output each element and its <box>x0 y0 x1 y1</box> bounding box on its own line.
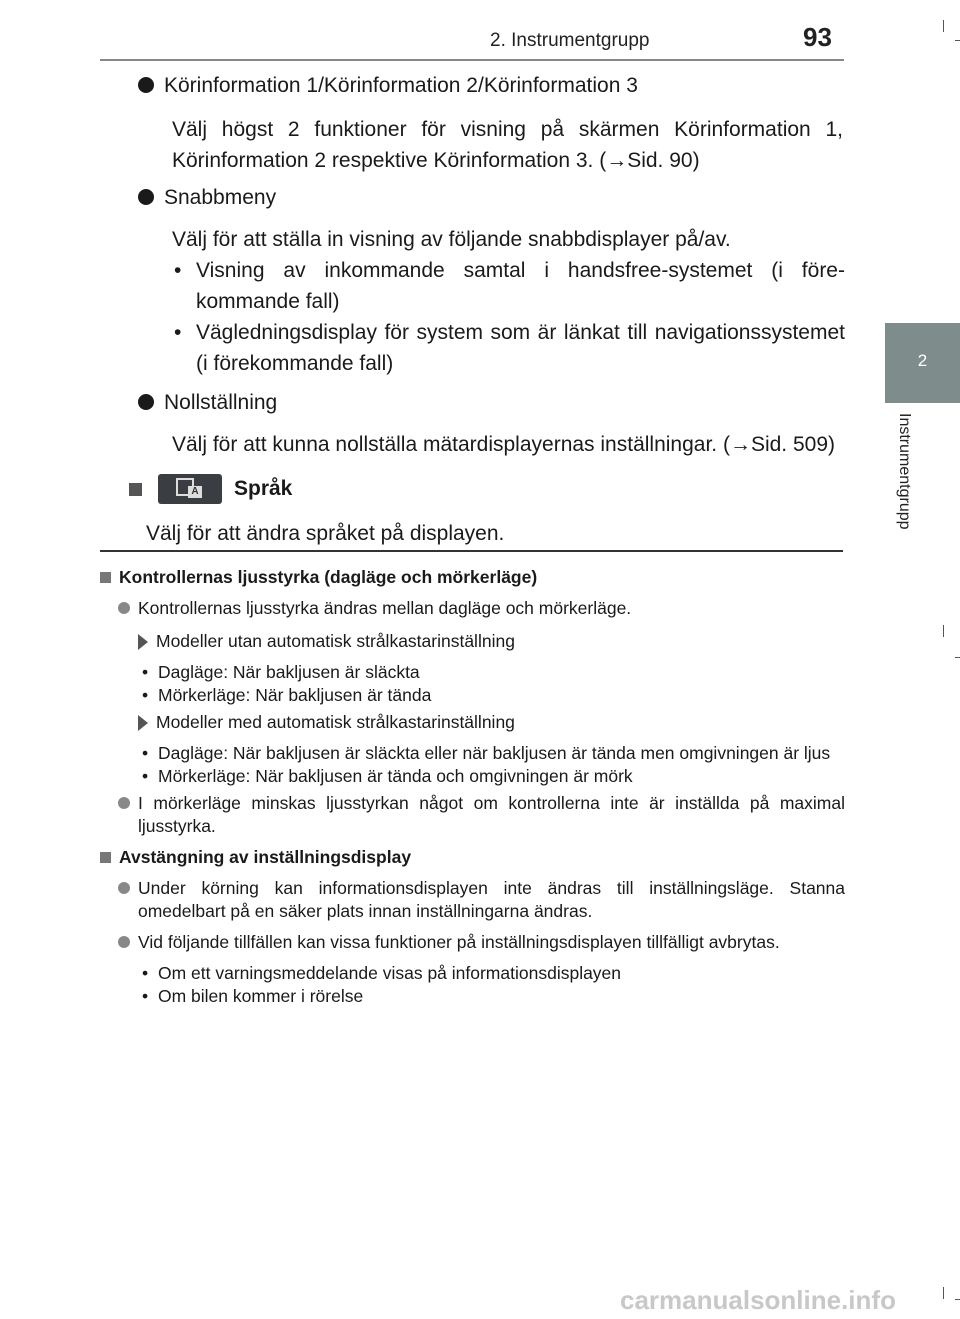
item-body: Välj för att kunna nollställa mätardisplayernas inställningar. (→Sid. 509) <box>172 433 836 456</box>
crop-mark <box>943 625 944 637</box>
item-title: Nollställning <box>164 391 278 414</box>
list-item: • Om bilen kommer i rörelse <box>138 985 845 1008</box>
item-title: Snabbmeny <box>164 186 277 209</box>
crop-mark <box>955 40 960 41</box>
language-body: Välj för att ändra språket på displayen. <box>146 522 505 545</box>
note-heading <box>100 846 845 869</box>
list-item: • Om ett varningsmeddelande visas på informationsdisplayen <box>138 962 845 985</box>
square-bullet-icon <box>100 852 111 863</box>
note-title: Kontrollernas ljusstyrka (dagläge och mörkerläge) <box>119 567 538 587</box>
bullet-dot-icon <box>118 936 130 948</box>
item-body: Välj för att ställa in visning av följande snabbdisplayer på/av. <box>172 228 731 251</box>
list-item: • Dagläge: När bakljusen är släckta eller när bakljusen är tända men omgivningen är ljus <box>138 742 845 765</box>
list-item: • Mörkerläge: När bakljusen är tända <box>138 684 845 707</box>
sub-list-item: • Visning av inkommande samtal i handsfree-systemet (i förekommande fall) <box>172 255 845 317</box>
note-bullet <box>118 597 845 620</box>
crop-mark <box>955 657 960 658</box>
item-heading <box>138 391 845 415</box>
note-text: I mörkerläge minskas ljusstyrkan något om kontrollerna inte är inställda på maximal ljusstyrka. <box>138 793 845 836</box>
chapter-tab <box>885 323 960 403</box>
square-bullet-icon <box>100 572 111 583</box>
dot-list <box>138 742 845 788</box>
header-rule <box>100 59 844 61</box>
bullet-dot-icon <box>138 77 154 93</box>
bullet-dot-icon <box>138 189 154 205</box>
chapter-label-text: Instrumentgrupp <box>896 413 913 530</box>
bullet-dot-icon <box>118 882 130 894</box>
note-bullet <box>118 931 845 954</box>
bullet-dot-icon <box>138 394 154 410</box>
triangle-arrow-icon <box>138 634 148 650</box>
crop-mark <box>943 1287 944 1299</box>
sub-list <box>172 255 845 379</box>
note-heading <box>100 566 845 589</box>
model-heading <box>138 630 845 653</box>
page-number: 93 <box>803 22 832 52</box>
list-item: • Mörkerläge: När bakljusen är tända och omgivningen är mörk <box>138 765 845 788</box>
section-divider <box>100 550 843 552</box>
item-heading <box>138 74 845 98</box>
language-heading <box>129 474 845 504</box>
chapter-label <box>885 403 925 563</box>
crop-mark <box>955 1299 960 1300</box>
note-text: Kontrollernas ljusstyrka ändras mellan dagläge och mörkerläge. <box>138 598 632 618</box>
page-header <box>100 0 860 60</box>
model-heading <box>138 711 845 734</box>
note-text: Vid följande tillfällen kan vissa funktioner på inställningsdisplayen tillfälligt avbrytas. <box>138 932 780 952</box>
note-text: Under körning kan informationsdisplayen inte ändras till inställningsläge. Stanna omedelbart på en säker plats innan inställningarna ändras. <box>138 878 845 921</box>
triangle-arrow-icon <box>138 715 148 731</box>
item-heading <box>138 186 845 210</box>
item-body: Välj högst 2 funktioner för visning på skärmen Körinformation 1, Körinformation 2 respektive Körinformation 3. (→Sid. 90) <box>172 118 843 172</box>
language-title: Språk <box>234 477 293 500</box>
language-icon: A <box>158 474 222 504</box>
crop-mark <box>943 20 944 32</box>
note-bullet <box>118 792 845 838</box>
note-bullet <box>118 877 845 923</box>
bullet-dot-icon <box>118 602 130 614</box>
dot-list <box>138 661 845 707</box>
main-content <box>100 70 845 549</box>
watermark: carmanualsonline.info <box>620 1285 896 1315</box>
dot-list <box>138 962 845 1008</box>
sub-list-item: • Vägledningsdisplay för system som är länkat till navigationssystemet (i förekommande fall) <box>172 317 845 379</box>
notes-section <box>100 560 845 1008</box>
square-bullet-icon <box>129 483 142 496</box>
model-title: Modeller utan automatisk strålkastarinställning <box>156 631 515 651</box>
model-title: Modeller med automatisk strålkastarinställning <box>156 712 515 732</box>
chapter-number: 2 <box>917 351 928 370</box>
section-title: 2. Instrumentgrupp <box>490 30 650 51</box>
list-item: • Dagläge: När bakljusen är släckta <box>138 661 845 684</box>
item-title: Körinformation 1/Körinformation 2/Körinformation 3 <box>164 74 638 97</box>
note-title: Avstängning av inställningsdisplay <box>119 847 412 867</box>
bullet-dot-icon <box>118 797 130 809</box>
